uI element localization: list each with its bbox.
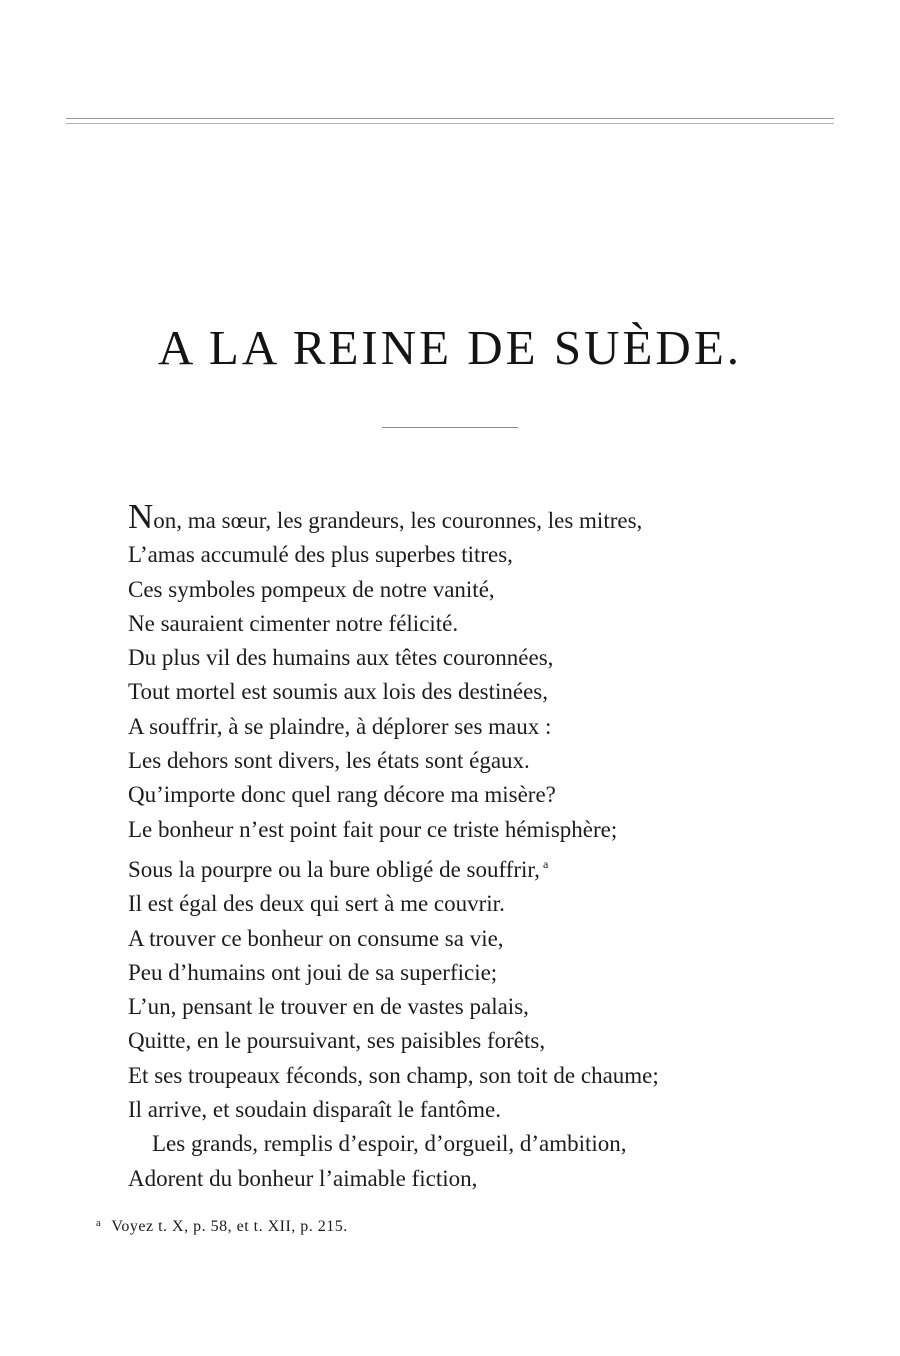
poem-line: Le bonheur n’est point fait pour ce triste hémisphère;	[128, 816, 618, 842]
title-divider	[382, 427, 518, 428]
poem-line-text: on, ma sœur, les grandeurs, les couronnes, les mitres,	[153, 508, 643, 533]
header-rule-top	[66, 118, 834, 119]
poem-line: Il est égal des deux qui sert à me couvrir.	[128, 891, 505, 917]
header-rule-bottom	[66, 123, 834, 124]
footnote	[96, 1212, 348, 1238]
poem-line-text: Sous la pourpre ou la bure obligé de souffrir,	[128, 856, 540, 882]
poem-line: A souffrir, à se plaindre, à déplorer ses maux :	[128, 713, 552, 739]
poem-line: L’amas accumulé des plus superbes titres,	[128, 542, 513, 568]
poem-line: Peu d’humains ont joui de sa superficie;	[128, 959, 498, 985]
poem-line: Ces symboles pompeux de notre vanité,	[128, 576, 495, 602]
poem-line	[128, 497, 828, 538]
poem-line: Les grands, remplis d’espoir, d’orgueil, d’ambition,	[152, 1131, 627, 1157]
poem-line: Ne sauraient cimenter notre félicité.	[128, 610, 459, 636]
poem-line: Adorent du bonheur l’aimable fiction,	[128, 1165, 478, 1191]
poem-line: Tout mortel est soumis aux lois des destinées,	[128, 679, 549, 705]
footnote-reference: a	[542, 856, 549, 871]
footnote-text: Voyez t. X, p. 58, et t. XII, p. 215.	[111, 1218, 348, 1235]
poem-line: A trouver ce bonheur on consume sa vie,	[128, 925, 504, 951]
poem-body	[128, 497, 828, 1196]
footnote-mark: a	[96, 1217, 102, 1229]
poem-line: Il arrive, et soudain disparaît le fantôme.	[128, 1097, 501, 1123]
poem-line	[128, 847, 828, 887]
poem-line: Les dehors sont divers, les états sont égaux.	[128, 748, 530, 774]
poem-line: L’un, pensant le trouver en de vastes palais,	[128, 994, 529, 1020]
poem-line: Du plus vil des humains aux têtes couronnées,	[128, 645, 554, 671]
poem-line: Quitte, en le poursuivant, ses paisibles forêts,	[128, 1028, 546, 1054]
drop-capital: N	[128, 497, 154, 536]
poem-title: A LA REINE DE SUÈDE.	[158, 320, 742, 375]
poem-line: Et ses troupeaux féconds, son champ, son toit de chaume;	[128, 1062, 659, 1088]
poem-line: Qu’importe donc quel rang décore ma misère?	[128, 782, 556, 808]
